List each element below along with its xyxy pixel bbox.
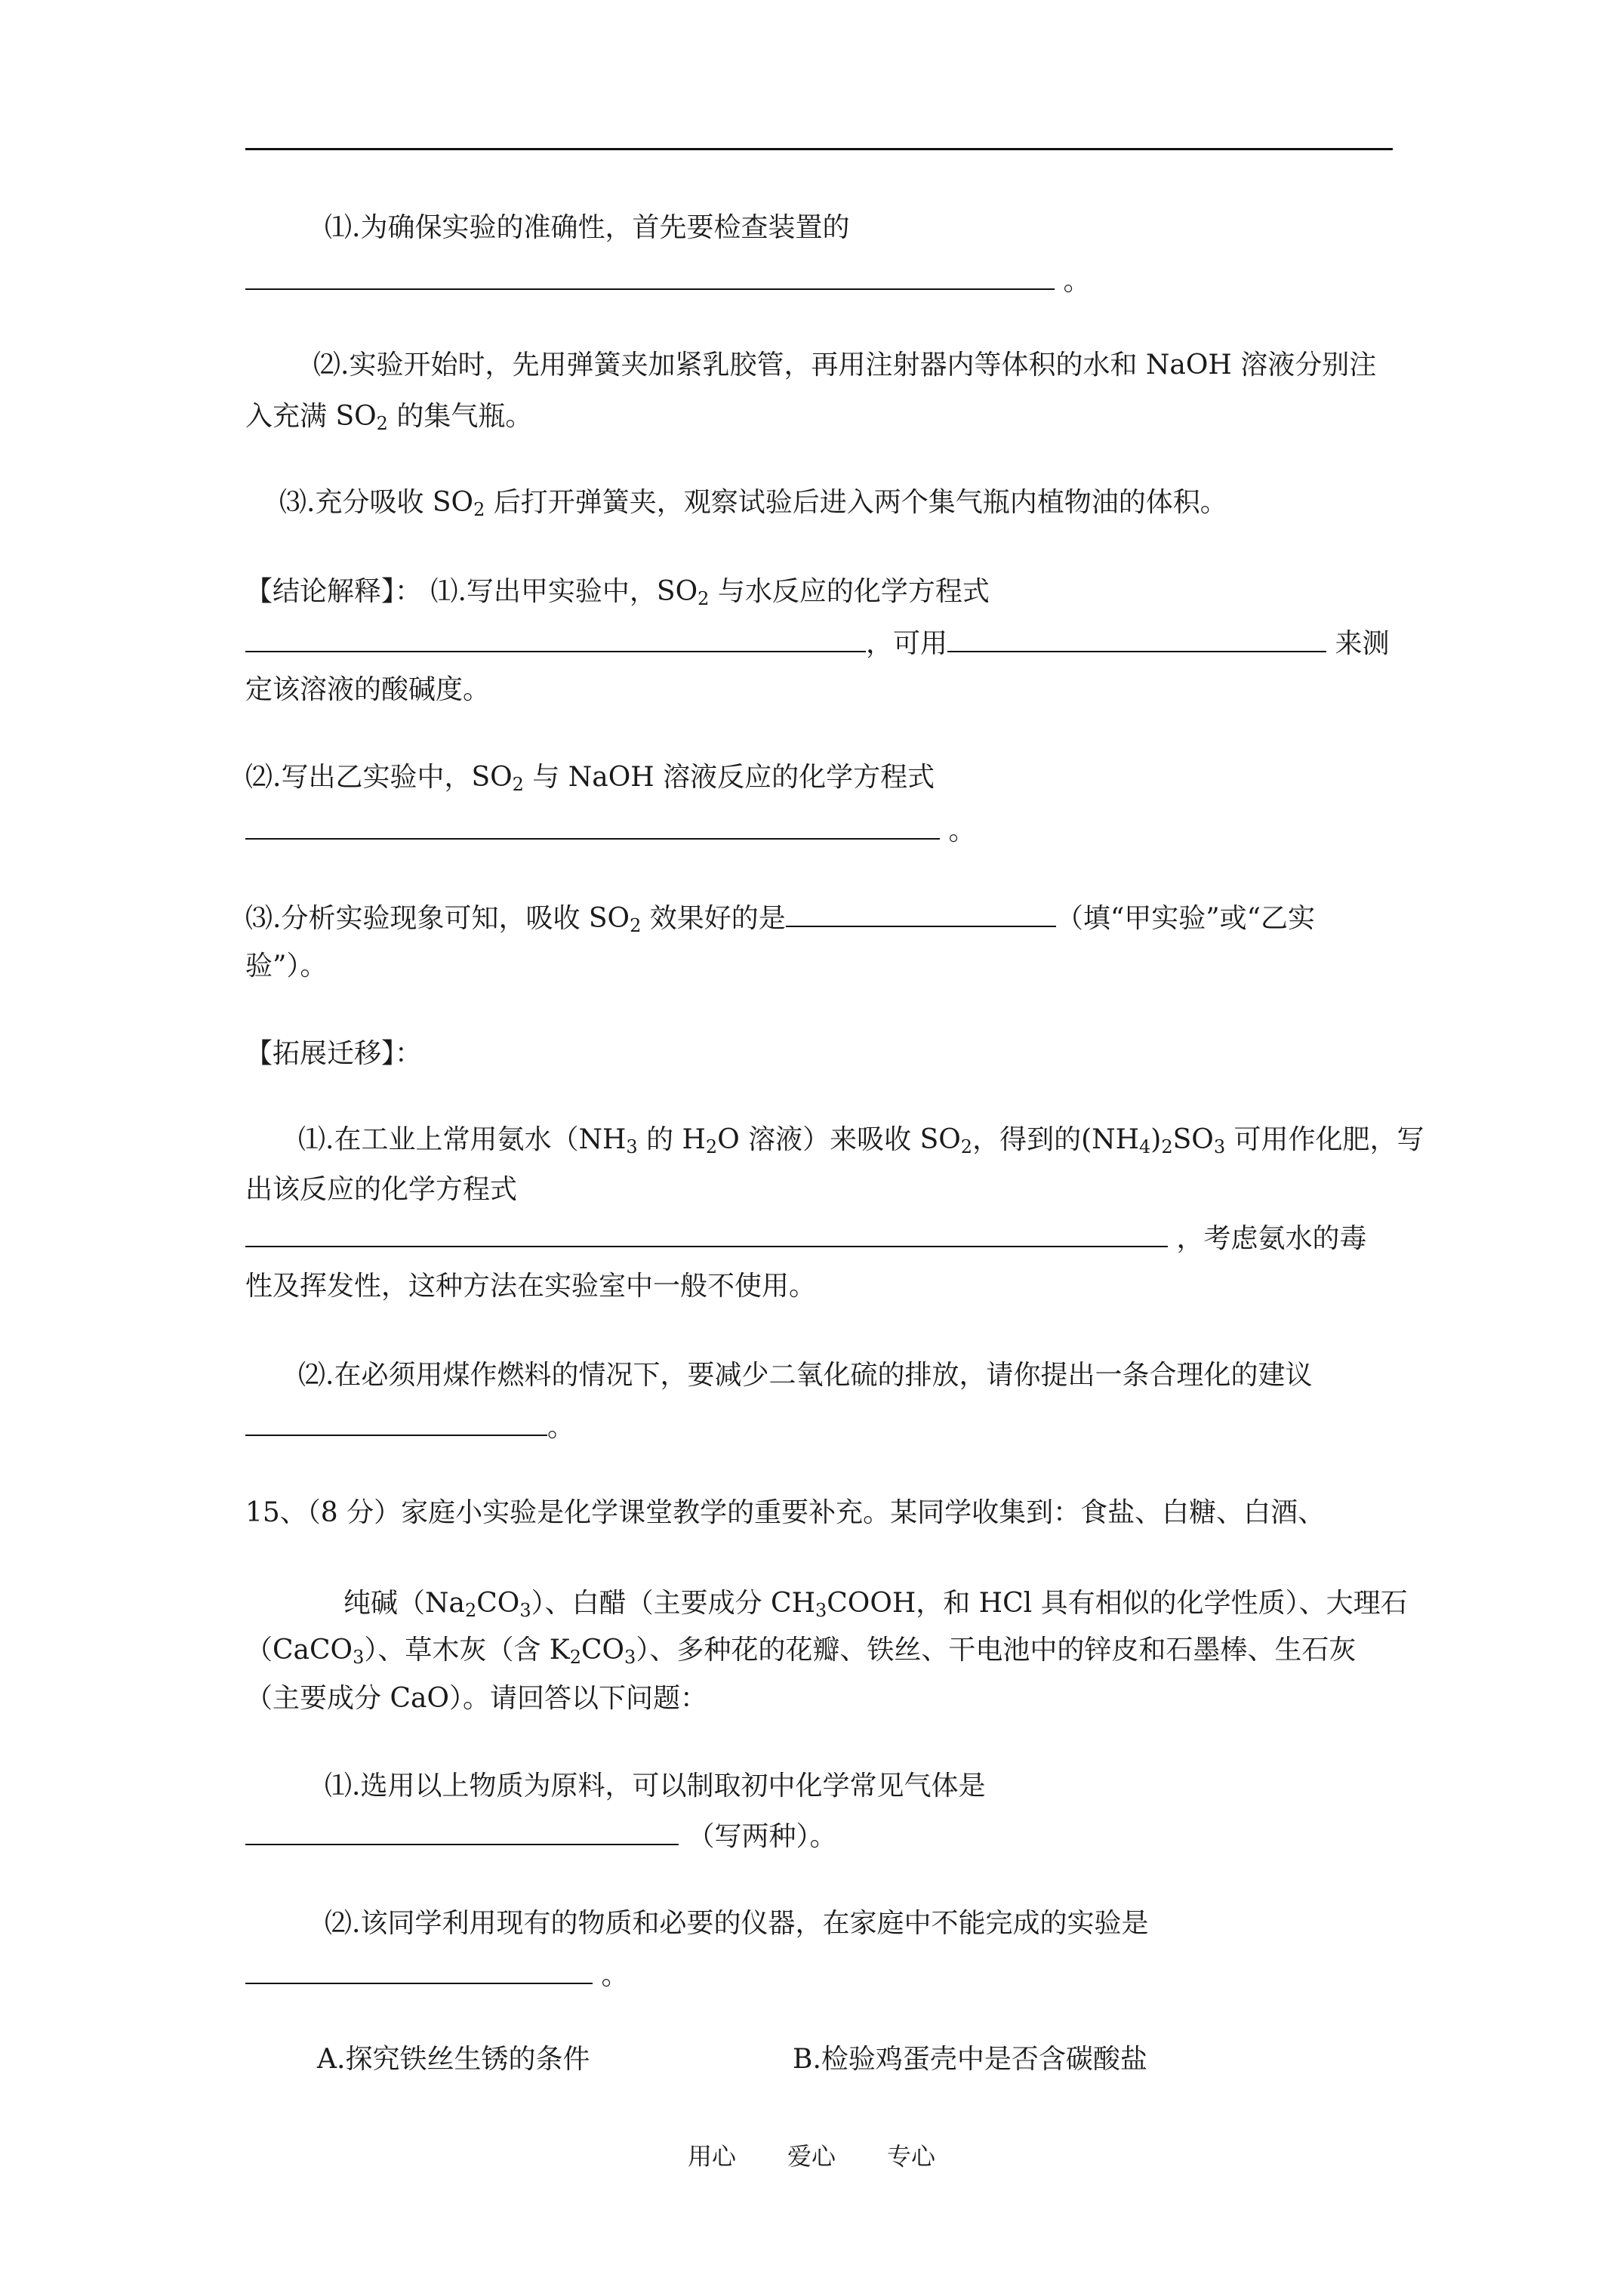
conclusion-q1-blanks: ，可用 来测 (245, 624, 1389, 662)
step-2-text-cont: 入充满 $SO_2$ 的集气瓶。 (245, 401, 533, 434)
extension-heading-line: 【拓展迁移】： (245, 1038, 423, 1069)
step-3-text: ⑶.充分吸收 $SO_2$ 后打开弹簧夹，观察试验后进入两个集气瓶内植物油的体积。 (279, 487, 1227, 520)
footer-word: 用心 (687, 2142, 736, 2171)
step-1-blank-line: 。 (245, 261, 1090, 300)
conclusion-q2-blank: 。 (245, 811, 975, 849)
answer-blank[interactable] (245, 1407, 547, 1436)
answer-blank[interactable] (245, 261, 1055, 290)
extension-q1: ⑴.在工业上常用氨水（$NH_3$ 的 $H_2O$ 溶液）来吸收 $SO_2$，得到的$(NH_4)_2SO_3$ 可用作化肥，写 (298, 1124, 1424, 1157)
q15-line-3: （CaCO$_3$）、草木灰（含 $K_2CO_3$）、多种花的花瓣、铁丝、干电池中的锌皮和石墨棒、生石灰 (245, 1635, 1357, 1668)
q15-line-1: 15、（8 分）家庭小实验是化学课堂教学的重要补充。某同学收集到：食盐、白糖、白酒、 (245, 1497, 1326, 1528)
conclusion-q1-cont: 定该溶液的酸碱度。 (245, 674, 491, 705)
extension-q1-cont2: 性及挥发性，这种方法在实验室中一般不使用。 (245, 1271, 817, 1302)
page-footer (0, 2141, 1623, 2171)
conclusion-q2: ⑵.写出乙实验中，$SO_2$ 与 NaOH 溶液反应的化学方程式 (245, 762, 935, 795)
q15-q1-blank: （写两种）。 (245, 1817, 836, 1855)
answer-blank[interactable] (245, 1219, 1168, 1247)
step-2-text: ⑵.实验开始时，先用弹簧夹加紧乳胶管，再用注射器内等体积的水和 NaOH 溶液分别注 (313, 350, 1377, 381)
q15-line-2: 纯碱$(Na_2CO_3)$、白醋（主要成分 $CH_3COOH$，和 HCl 具有相似的化学性质）、大理石 (343, 1588, 1408, 1621)
answer-blank[interactable] (245, 811, 940, 840)
extension-heading: 【拓展迁移】 (245, 1038, 396, 1069)
q15-line-4: （主要成分 CaO）。请回答以下问题： (245, 1683, 707, 1714)
conclusion-q1: 【结论解释】： ⑴.写出甲实验中，$SO_2$ 与水反应的化学方程式 (245, 576, 990, 609)
conclusion-q3: ⑶.分析实验现象可知，吸收 $SO_2$ 效果好的是 （填“甲实验”或“乙实 (245, 898, 1315, 944)
footer-word: 专心 (887, 2142, 936, 2171)
extension-q2-blank: 。 (245, 1407, 574, 1446)
answer-blank[interactable] (786, 898, 1056, 927)
q15-option-b: B.检验鸡蛋壳中是否含碳酸盐 (793, 2044, 1147, 2075)
step-1-text: ⑴.为确保实验的准确性，首先要检查装置的 (325, 212, 850, 243)
conclusion-heading: 【结论解释】 (245, 576, 396, 607)
footer-word: 爱心 (787, 2142, 836, 2171)
answer-blank[interactable] (947, 624, 1326, 652)
extension-q1-blank: ，考虑氨水的毒 (245, 1219, 1366, 1257)
answer-blank[interactable] (245, 1817, 679, 1845)
q15-option-a: A.探究铁丝生锈的条件 (317, 2044, 590, 2075)
q15-q1: ⑴.选用以上物质为原料，可以制取初中化学常见气体是 (325, 1771, 986, 1801)
extension-q2: ⑵.在必须用煤作燃料的情况下，要减少二氧化硫的排放，请你提出一条合理化的建议 (298, 1360, 1313, 1391)
answer-blank[interactable] (245, 1955, 593, 1984)
header-rule (245, 148, 1393, 150)
extension-q1-cont: 出该反应的化学方程式 (245, 1174, 518, 1205)
conclusion-q3-cont: 验”）。 (245, 951, 328, 982)
answer-blank[interactable] (245, 624, 866, 652)
q15-q2: ⑵.该同学利用现有的物质和必要的仪器，在家庭中不能完成的实验是 (325, 1908, 1149, 1939)
q15-q2-blank: 。 (245, 1955, 628, 1994)
